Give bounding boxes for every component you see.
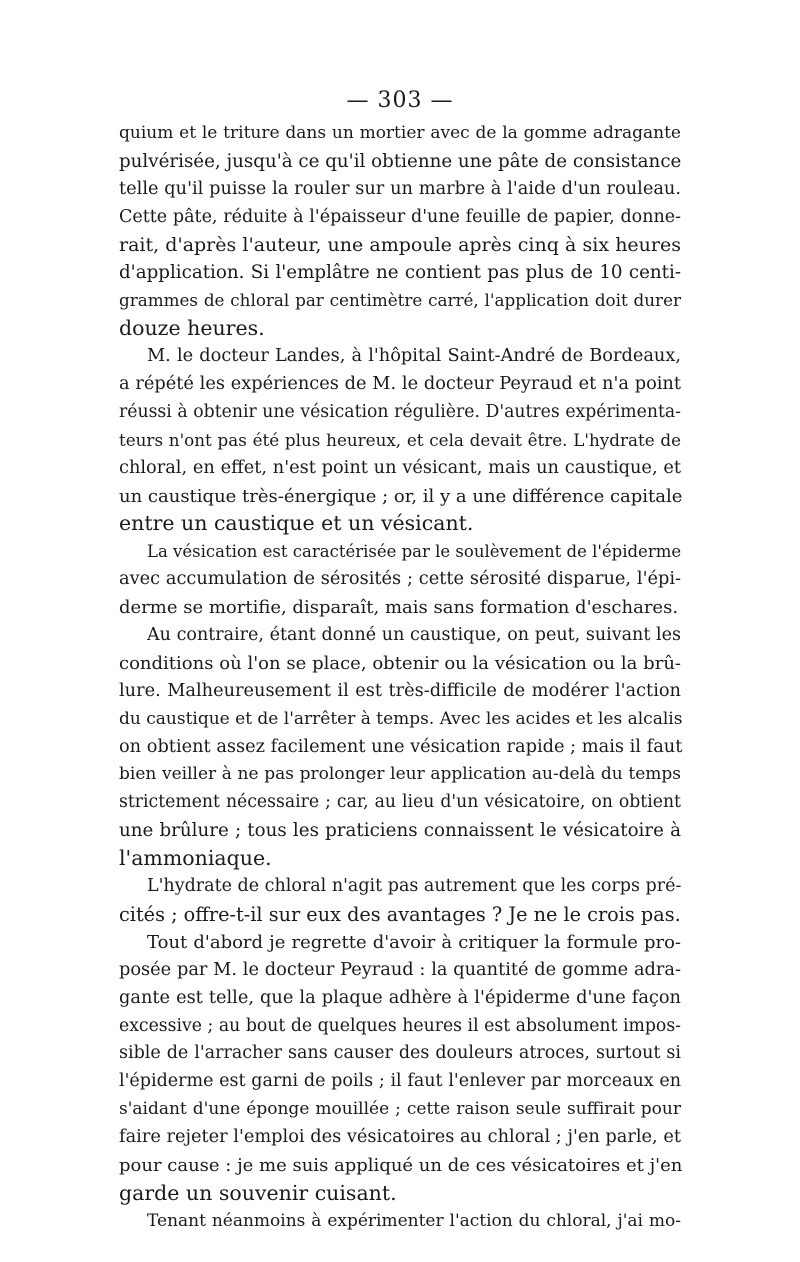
text-line: garde un souvenir cuisant. — [119, 1180, 397, 1205]
text-line: rait, d'après l'auteur, une ampoule après cinq à six heures — [119, 233, 681, 256]
text-line: réussi à obtenir une vésication régulière. D'autres expérimenta- — [119, 401, 681, 422]
text-line: chloral, en effet, n'est point un vésicant, mais un caustique, et — [119, 457, 681, 478]
text-line: faire rejeter l'emploi des vésicatoires au chloral ; j'en parle, et — [119, 1127, 681, 1148]
text-line: quium et le triture dans un mortier avec de la gomme adragante — [119, 123, 681, 143]
text-line: l'épiderme est garni de poils ; il faut l'enlever par morceaux en — [119, 1071, 681, 1092]
text-line: L'hydrate de chloral n'agit pas autrement que les corps pré- — [147, 876, 682, 897]
text-line: pulvérisée, jusqu'à ce qu'il obtienne une pâte de consistance — [119, 150, 682, 172]
text-line: conditions où l'on se place, obtenir ou la vésication ou la brû- — [119, 652, 681, 674]
text-line: avec accumulation de sérosités ; cette sérosité disparue, l'épi- — [119, 569, 681, 590]
text-line: Au contraire, étant donné un caustique, on peut, suivant les — [147, 625, 681, 646]
text-line: sible de l'arracher sans causer des douleurs atroces, surtout si — [119, 1043, 681, 1064]
text-line: lure. Malheureusement il est très-difficile de modérer l'action — [119, 680, 681, 701]
text-line: entre un caustique et un vésicant. — [119, 511, 474, 536]
text-line: Cette pâte, réduite à l'épaisseur d'une feuille de papier, donne- — [119, 206, 681, 227]
text-line: s'aidant d'une éponge mouillée ; cette raison seule suffirait pour — [119, 1099, 681, 1120]
text-line: telle qu'il puisse la rouler sur un marbre à l'aide d'un rouleau. — [119, 178, 681, 199]
text-line: grammes de chloral par centimètre carré, l'application doit durer — [119, 290, 681, 311]
text-line: Tenant néanmoins à expérimenter l'action du chloral, j'ai mo- — [147, 1210, 681, 1231]
text-line: du caustique et de l'arrêter à temps. Avec les acides et les alcalis — [119, 708, 683, 729]
body-text — [119, 120, 681, 1236]
text-line: M. le docteur Landes, à l'hôpital Saint-André de Bordeaux, — [147, 346, 681, 367]
page-number: — 303 — — [346, 88, 454, 113]
text-line: bien veiller à ne pas prolonger leur application au-delà du temps — [119, 764, 681, 785]
text-line: strictement nécessaire ; car, au lieu d'un vésicatoire, on obtient — [119, 792, 681, 813]
text-line: teurs n'ont pas été plus heureux, et cela devait être. L'hydrate de — [119, 429, 681, 450]
text-line: une brûlure ; tous les praticiens connaissent le vésicatoire à — [119, 820, 681, 842]
text-line: Tout d'abord je regrette d'avoir à critiquer la formule pro- — [147, 931, 681, 953]
text-line: derme se mortifie, disparaît, mais sans formation d'eschares. — [119, 597, 679, 619]
text-line: posée par M. le docteur Peyraud : la quantité de gomme adra- — [119, 959, 681, 980]
text-line: a répété les expériences de M. le docteur Peyraud et n'a point — [119, 374, 681, 395]
text-line: excessive ; au bout de quelques heures il est absolument impos- — [119, 1015, 681, 1036]
text-line: pour cause : je me suis appliqué un de ces vésicatoires et j'en — [119, 1154, 683, 1176]
text-line: douze heures. — [119, 316, 265, 341]
text-line: l'ammoniaque. — [119, 846, 272, 871]
text-line: un caustique très-énergique ; or, il y a une différence capitale — [119, 485, 683, 507]
text-line: d'application. Si l'emplâtre ne contient pas plus de 10 centi- — [119, 262, 681, 284]
text-line: on obtient assez facilement une vésication rapide ; mais il faut — [119, 736, 683, 757]
text-line: gante est telle, que la plaque adhère à l'épiderme d'une façon — [119, 987, 681, 1008]
text-line: La vésication est caractérisée par le soulèvement de l'épiderme — [147, 542, 682, 562]
text-line: cités ; offre-t-il sur eux des avantages ? Je ne le crois pas. — [119, 902, 681, 926]
